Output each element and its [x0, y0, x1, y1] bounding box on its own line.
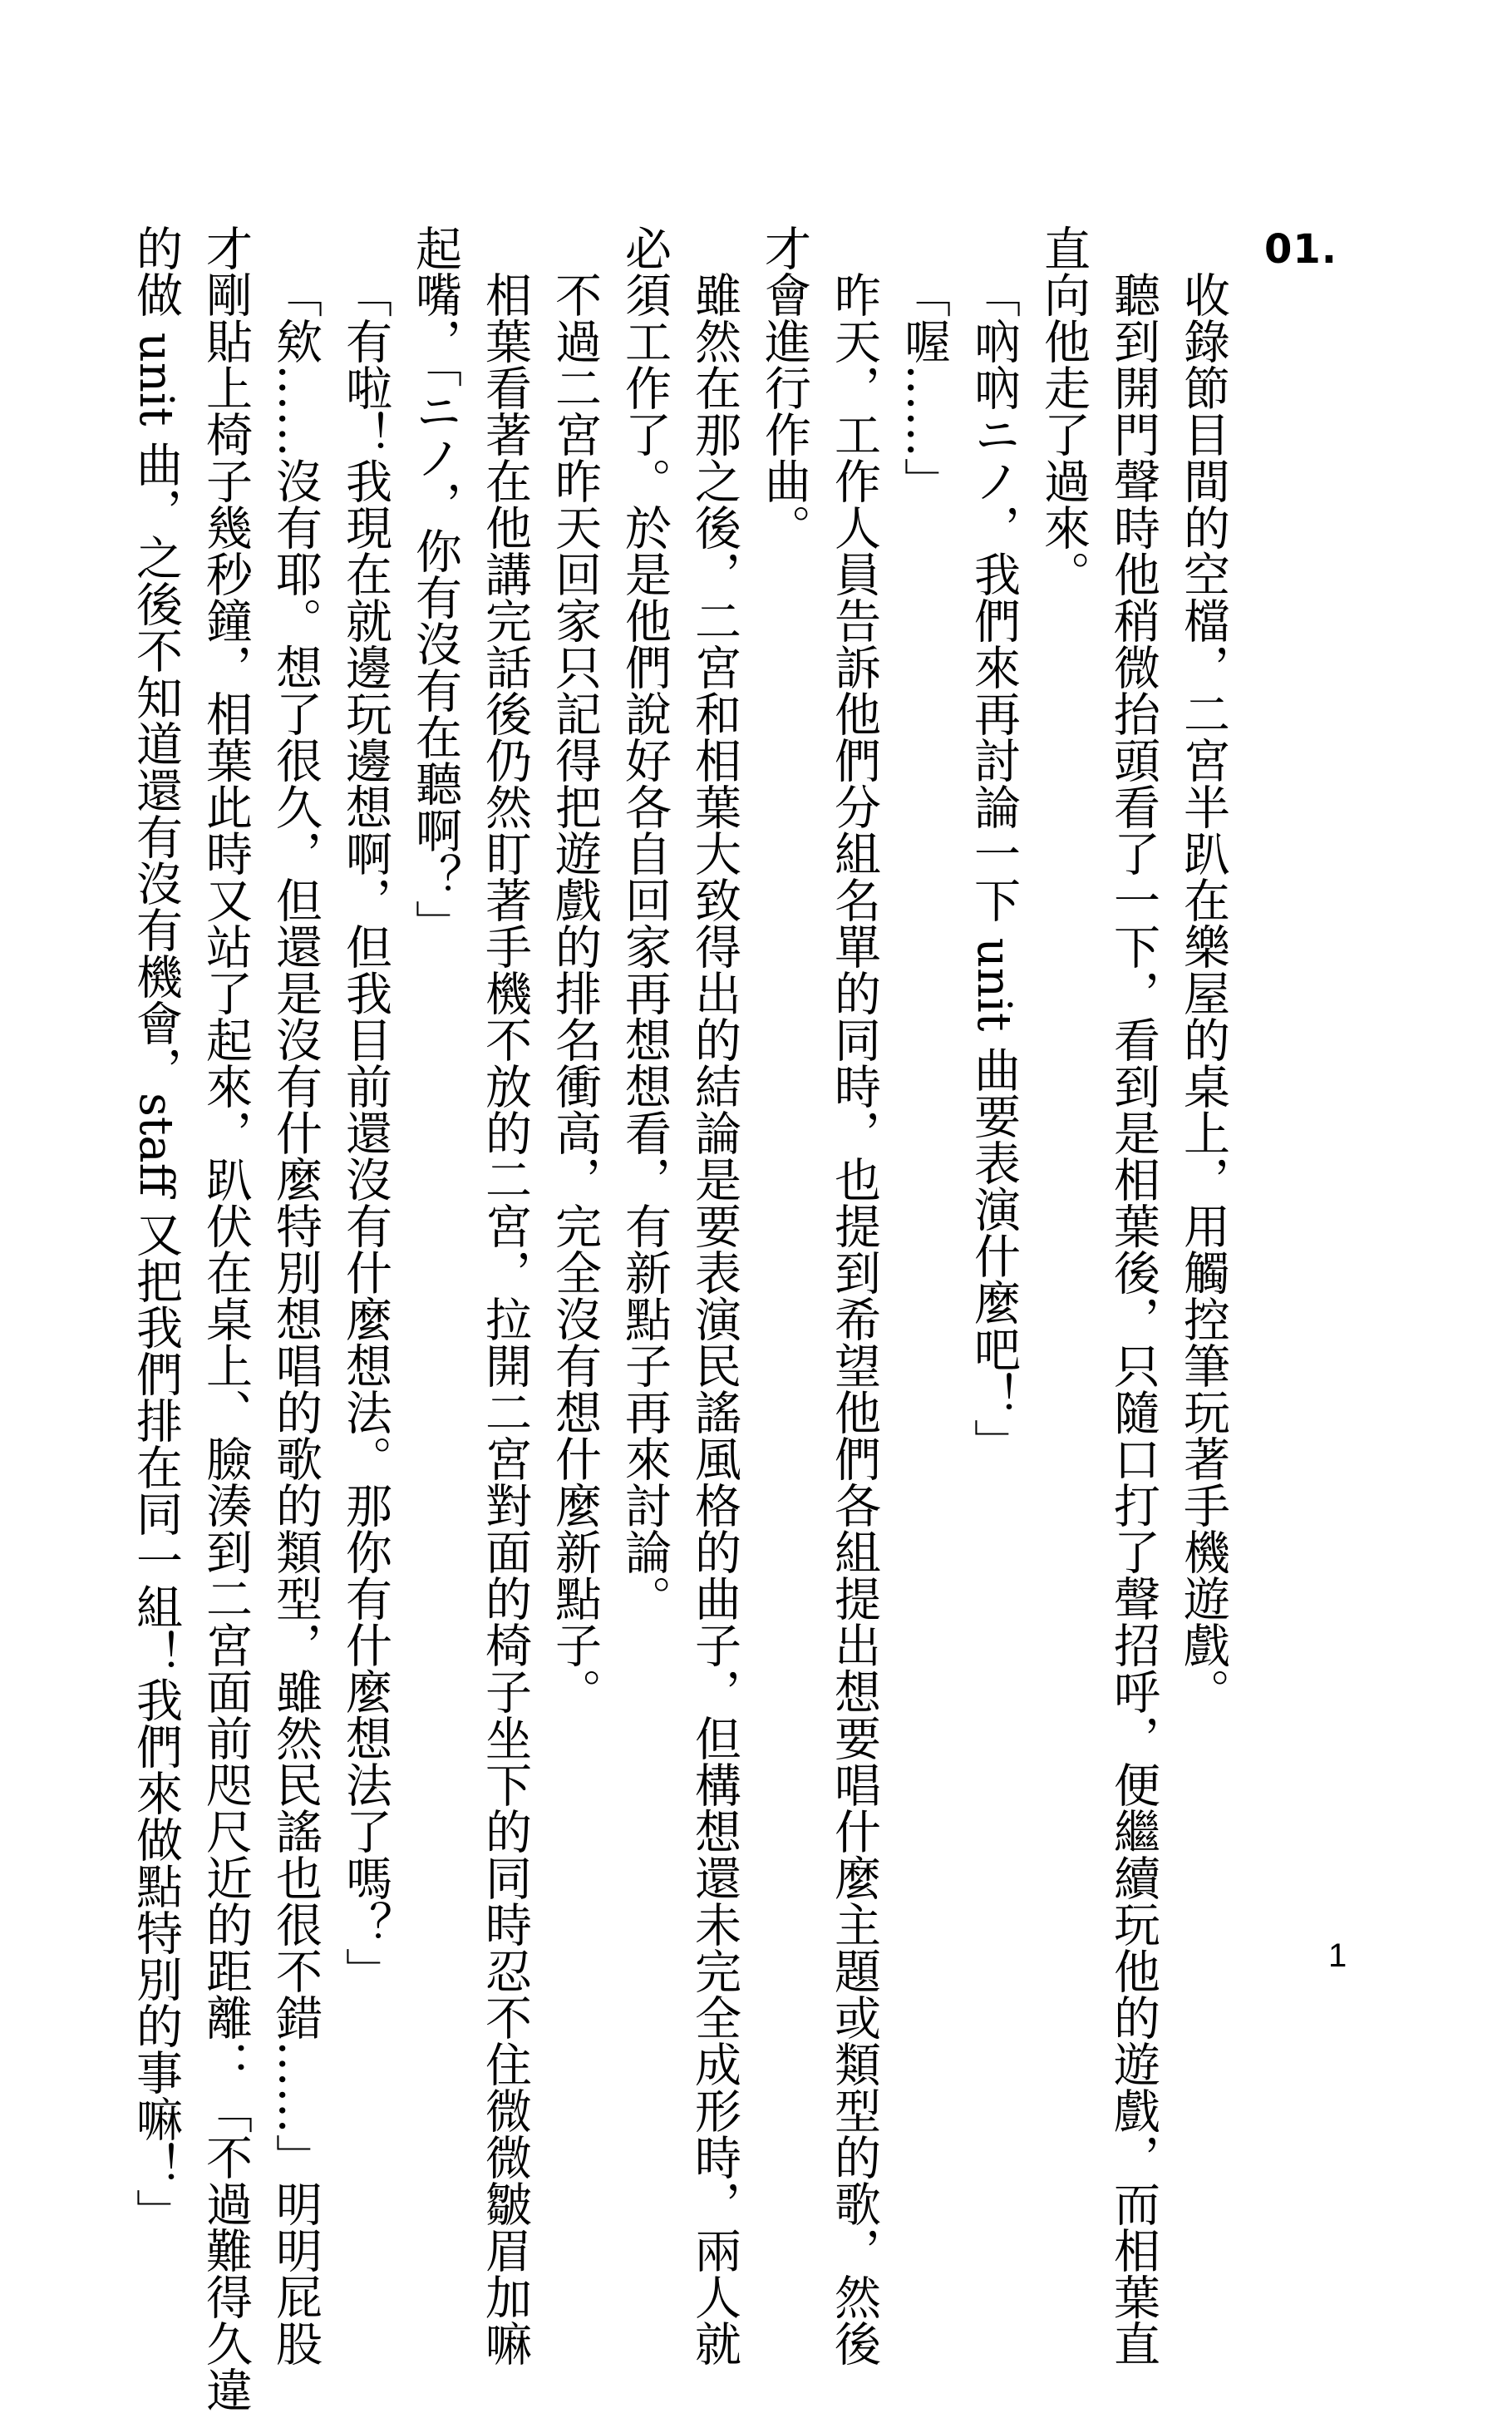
paragraph: 相葉看著在他講完話後仍然盯著手機不放的二宮，拉開二宮對面的椅子坐下的同時忍不住微微皺眉加嘛 — [478, 271, 532, 2366]
dialogue-line: 「有啦！我現在就邊玩邊想啊，但我目前還沒有什麼想法。那你有什麼想法了嗎？」 — [338, 271, 392, 1994]
paragraph-continuation: 必須工作了。於是他們說好各自回家再想想看，有新點子再來討論。 — [618, 225, 672, 1621]
chapter-heading: 01. — [1263, 226, 1337, 273]
paragraph-continuation: 才剛貼上椅子幾秒鐘，相葉此時又站了起來，趴伏在桌上、臉湊到二宮面前咫尺近的距離：「不過難得久違 — [199, 225, 253, 2413]
paragraph: 雖然在那之後，二宮和相葉大致得出的結論是要表演民謠風格的曲子，但構想還未完全成形時，兩人就 — [687, 271, 741, 2366]
paragraph-continuation: 的做 unit 曲，之後不知道還有沒有機會，staff 又把我們排在同一組！我們來做點特別的事嘛！」 — [129, 225, 183, 2236]
paragraph: 不過二宮昨天回家只記得把遊戲的排名衝高，完全沒有想什麼新點子。 — [548, 271, 602, 1715]
paragraph-continuation: 起嘴，「ニノ，你有沒有在聽啊？」 — [408, 225, 462, 946]
paragraph: 昨天，工作人員告訴他們分組名單的同時，也提到希望他們各組提出想要唱什麼主題或類型的歌，然後 — [827, 271, 881, 2366]
page-number: 1 — [1328, 1937, 1347, 1974]
dialogue-line: 「欸……沒有耶。想了很久，但還是沒有什麼特別想唱的歌的類型，雖然民謠也很不錯……」明明屁股 — [268, 271, 323, 2366]
paragraph-continuation: 直向他走了過來。 — [1037, 225, 1091, 597]
dialogue-line: 「吶吶ニノ，我們來再討論一下 unit 曲要表演什麼吧！」 — [967, 271, 1021, 1466]
paragraph-continuation: 才會進行作曲。 — [757, 225, 811, 550]
vertical-body-text — [121, 225, 1238, 2413]
paragraph: 收錄節目間的空檔，二宮半趴在樂屋的桌上，用觸控筆玩著手機遊戲。 — [1176, 271, 1230, 1715]
paragraph: 聽到開門聲時他稍微抬頭看了一下，看到是相葉後，只隨口打了聲招呼，便繼續玩他的遊戲，而相葉直 — [1106, 271, 1160, 2366]
dialogue-line: 「喔……」 — [897, 271, 951, 504]
